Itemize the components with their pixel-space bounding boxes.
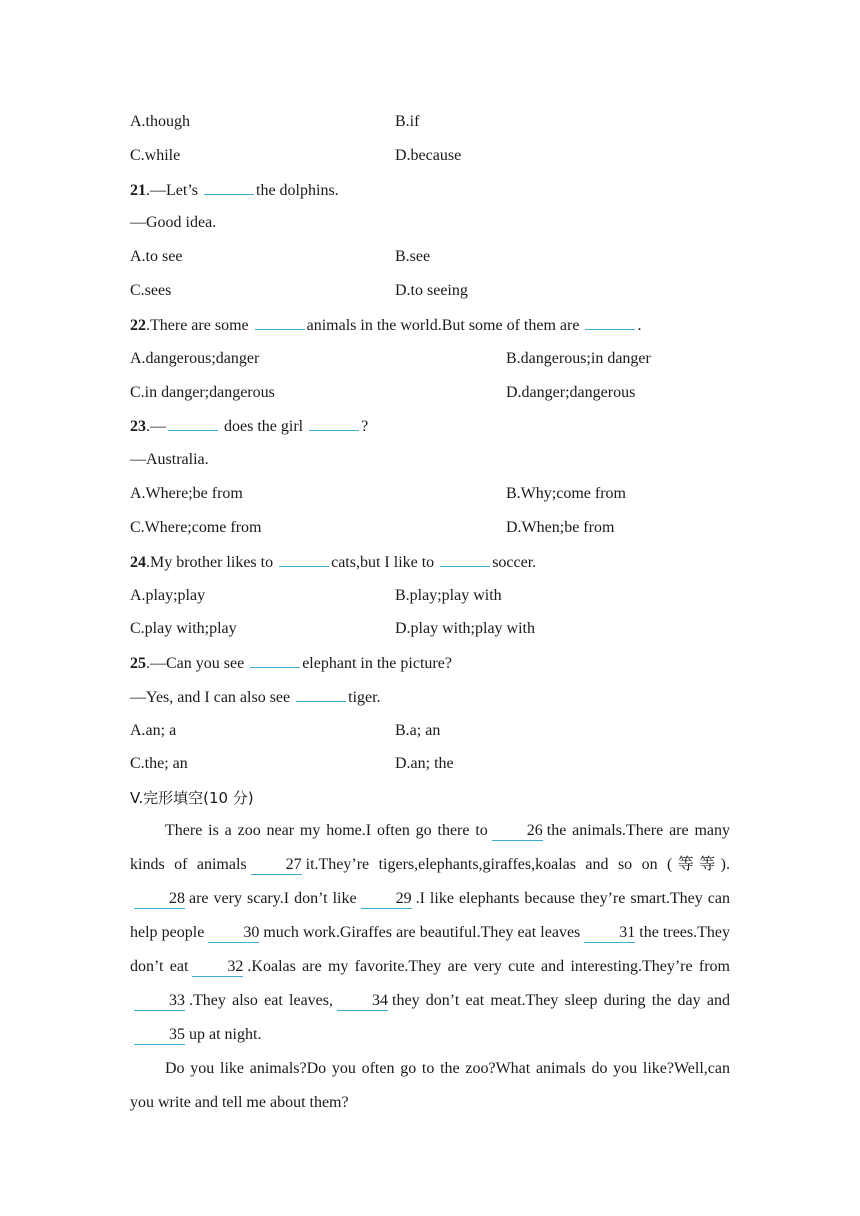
blank-27[interactable]: 27 <box>251 856 302 875</box>
q23-blank-1[interactable] <box>168 414 218 431</box>
q25-option-a: A.an; a <box>130 722 177 739</box>
q21-option-b: B.see <box>395 248 431 265</box>
cloze-passage <box>130 814 730 1120</box>
q22-stem <box>130 313 641 337</box>
q24-number: 24 <box>130 554 146 571</box>
q25-reply-pre: —Yes, and I can also see <box>130 689 295 706</box>
q25-blank-1[interactable] <box>250 651 300 668</box>
blank-34[interactable]: 34 <box>337 992 388 1011</box>
q23-text-mid: does the girl <box>220 418 308 435</box>
q22-number: 22 <box>130 317 146 334</box>
q24-options-row-2 <box>130 617 535 641</box>
passage-text: There is a zoo near my home.I often go there to <box>165 822 488 839</box>
q21-stem <box>130 178 339 202</box>
q20-options-row-2 <box>130 144 462 168</box>
q24-option-d: D.play with;play with <box>395 620 535 637</box>
q25-blank-2[interactable] <box>296 685 346 702</box>
passage-text: much work.Giraffes are beautiful.They eat leaves <box>263 924 581 941</box>
q21-text-post: the dolphins. <box>256 182 339 199</box>
passage-text: .They also eat leaves, <box>189 992 334 1009</box>
q20-options-row-1 <box>130 110 420 134</box>
q23-option-c: C.Where;come from <box>130 519 262 536</box>
q21-option-d: D.to seeing <box>395 282 468 299</box>
q21-option-a: A.to see <box>130 248 183 265</box>
q23-text-post: ? <box>361 418 369 435</box>
q20-option-d: D.because <box>395 147 462 164</box>
q20-option-c: C.while <box>130 147 181 164</box>
passage-text: .Koalas are my favorite.They are very cute and interesting.They’re from <box>247 958 730 975</box>
q21-options-row-1 <box>130 245 431 269</box>
blank-31[interactable]: 31 <box>584 924 635 943</box>
q22-option-b: B.dangerous;in danger <box>506 350 651 367</box>
blank-32[interactable]: 32 <box>192 958 243 977</box>
passage-paragraph-1 <box>130 814 730 1052</box>
q23-text-pre: .— <box>146 418 166 435</box>
q22-blank-1[interactable] <box>255 313 305 330</box>
passage-text: the animals.There are many kinds of animals <box>130 822 730 873</box>
q22-option-a: A.dangerous;danger <box>130 350 260 367</box>
passage-text: up at night. <box>189 1026 262 1043</box>
q24-stem <box>130 550 536 574</box>
q21-options-row-2 <box>130 279 468 303</box>
q21-option-c: C.sees <box>130 282 172 299</box>
q25-reply-post: tiger. <box>348 689 381 706</box>
q24-blank-1[interactable] <box>279 550 329 567</box>
q23-reply: —Australia. <box>130 451 209 468</box>
q24-text-post: soccer. <box>492 554 537 571</box>
passage-text: are very scary.I don’t like <box>189 890 357 907</box>
blank-29[interactable]: 29 <box>361 890 412 909</box>
q25-stem <box>130 651 452 675</box>
q24-blank-2[interactable] <box>440 550 490 567</box>
q24-option-b: B.play;play with <box>395 587 502 604</box>
q24-option-a: A.play;play <box>130 587 206 604</box>
q25-options-row-1 <box>130 719 441 743</box>
q22-option-c: C.in danger;dangerous <box>130 384 275 401</box>
q22-option-d: D.danger;dangerous <box>506 384 636 401</box>
q22-blank-2[interactable] <box>585 313 635 330</box>
q21-reply: —Good idea. <box>130 214 217 231</box>
q25-text-post: elephant in the picture? <box>302 655 452 672</box>
q23-option-a: A.Where;be from <box>130 485 243 502</box>
q22-text-mid: animals in the world.But some of them are <box>306 317 584 334</box>
q25-text-pre: .—Can you see <box>146 655 249 672</box>
q25-option-d: D.an; the <box>395 755 454 772</box>
q24-options-row-1 <box>130 584 502 608</box>
q25-number: 25 <box>130 655 146 672</box>
blank-35[interactable]: 35 <box>134 1026 185 1045</box>
passage-text: the trees.They don’t eat <box>130 924 731 975</box>
q23-number: 23 <box>130 418 146 435</box>
q25-option-b: B.a; an <box>395 722 441 739</box>
blank-26[interactable]: 26 <box>492 822 543 841</box>
q22-options-row-2 <box>130 381 636 405</box>
q24-text-pre: .My brother likes to <box>146 554 278 571</box>
q25-reply <box>130 685 381 709</box>
q23-options-row-1 <box>130 482 626 506</box>
q21-number: 21 <box>130 182 146 199</box>
q23-blank-2[interactable] <box>309 414 359 431</box>
blank-30[interactable]: 30 <box>208 924 259 943</box>
q21-blank[interactable] <box>204 178 254 195</box>
q22-text-post: . <box>637 317 642 334</box>
q25-option-c: C.the; an <box>130 755 188 772</box>
blank-28[interactable]: 28 <box>134 890 185 909</box>
blank-33[interactable]: 33 <box>134 992 185 1011</box>
q22-options-row-1 <box>130 347 651 371</box>
q24-text-mid: cats,but I like to <box>331 554 439 571</box>
q20-option-a: A.though <box>130 113 190 130</box>
q23-option-d: D.When;be from <box>506 519 615 536</box>
q21-text-pre: .—Let’s <box>146 182 202 199</box>
passage-text: they don’t eat meat.They sleep during the day and <box>392 992 731 1009</box>
passage-text: .I like elephants because they’re smart.They can help people <box>130 890 731 941</box>
q20-option-b: B.if <box>395 113 420 130</box>
q23-stem <box>130 414 368 438</box>
q23-options-row-2 <box>130 516 615 540</box>
q22-text-pre: .There are some <box>146 317 253 334</box>
q25-options-row-2 <box>130 752 454 776</box>
q23-option-b: B.Why;come from <box>506 485 626 502</box>
q24-option-c: C.play with;play <box>130 620 237 637</box>
passage-paragraph-2: Do you like animals?Do you often go to the zoo?What animals do you like?Well,can you write and tell me about them? <box>130 1060 730 1111</box>
section-title: V.完形填空(10 分) <box>130 789 254 807</box>
passage-text: it.They’re tigers,elephants,giraffes,koalas and so on (等等). <box>305 856 730 873</box>
